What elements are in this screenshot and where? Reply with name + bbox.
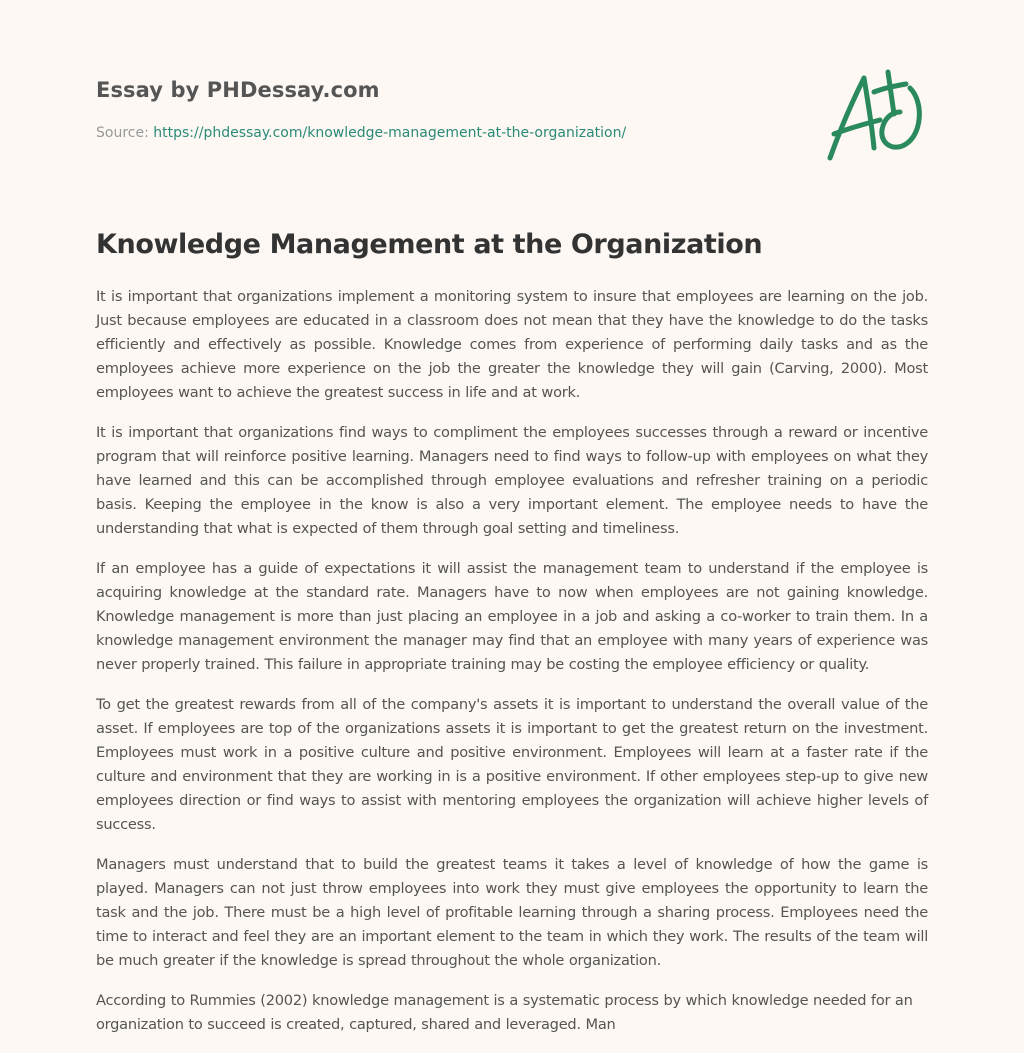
source-line xyxy=(96,124,626,142)
essay-paragraph: It is important that organizations implement a monitoring system to insure that employees are learning on the job. Just because employees are educated in a classroom does not mean that they have the knowledge to do the tasks efficiently and effectively as possible. Knowledge comes from experience of performing daily tasks and as the employees achieve more experience on the job the greater the knowledge they will gain (Carving, 2000). Most employees want to achieve the greatest success in life and at work. xyxy=(96,288,928,401)
essay-header xyxy=(96,76,928,176)
essay-paragraph: If an employee has a guide of expectations it will assist the management team to understand if the employee is acquiring knowledge at the standard rate. Managers have to now when employees are not gaining knowledge. Knowledge management is more than just placing an employee in a job and asking a co-worker to train them. In a knowledge management environment the manager may find that an employee with many years of experience was never properly trained. This failure in appropriate training may be costing the employee efficiency or quality. xyxy=(96,560,928,673)
essay-title: Knowledge Management at the Organization xyxy=(96,229,763,260)
essay-paragraph: It is important that organizations find ways to compliment the employees successes through a reward or incentive program that will reinforce positive learning. Managers need to find ways to follow-up with employees on what they have learned and this can be accomplished through employee evaluations and refresher training on a periodic basis. Keeping the employee in the know is also a very important element. The employee needs to have the understanding that what is expected of them through goal setting and timeliness. xyxy=(96,424,928,537)
essay-paragraph: According to Rummies (2002) knowledge management is a systematic process by which knowledge needed for an organization to succeed is created, captured, shared and leveraged. Man xyxy=(96,992,913,1033)
essay-paragraph: To get the greatest rewards from all of the company's assets it is important to understand the overall value of the asset. If employees are top of the organizations assets it is important to get the greatest return on the investment. Employees must work in a positive culture and positive environment. Employees will learn at a faster rate if the culture and environment that they are working in is a positive environment. If other employees step-up to give new employees direction or find ways to assist with mentoring employees the organization will achieve higher levels of success. xyxy=(96,696,928,833)
source-link[interactable]: https://phdessay.com/knowledge-management-at-the-organization/ xyxy=(153,125,627,141)
essay-body xyxy=(96,285,928,1053)
essay-paragraph: Managers must understand that to build the greatest teams it takes a level of knowledge of how the game is played. Managers can not just throw employees into work they must give employees the opportunity to learn the task and the job. There must be a high level of profitable learning through a sharing process. Employees need the time to interact and feel they are an important element to the team in which they work. The results of the team will be much greater if the knowledge is spread throughout the whole organization. xyxy=(96,856,928,969)
a-plus-grade-icon xyxy=(824,68,928,164)
brand-title: Essay by PHDessay.com xyxy=(96,78,380,102)
source-label: Source: xyxy=(96,125,154,141)
